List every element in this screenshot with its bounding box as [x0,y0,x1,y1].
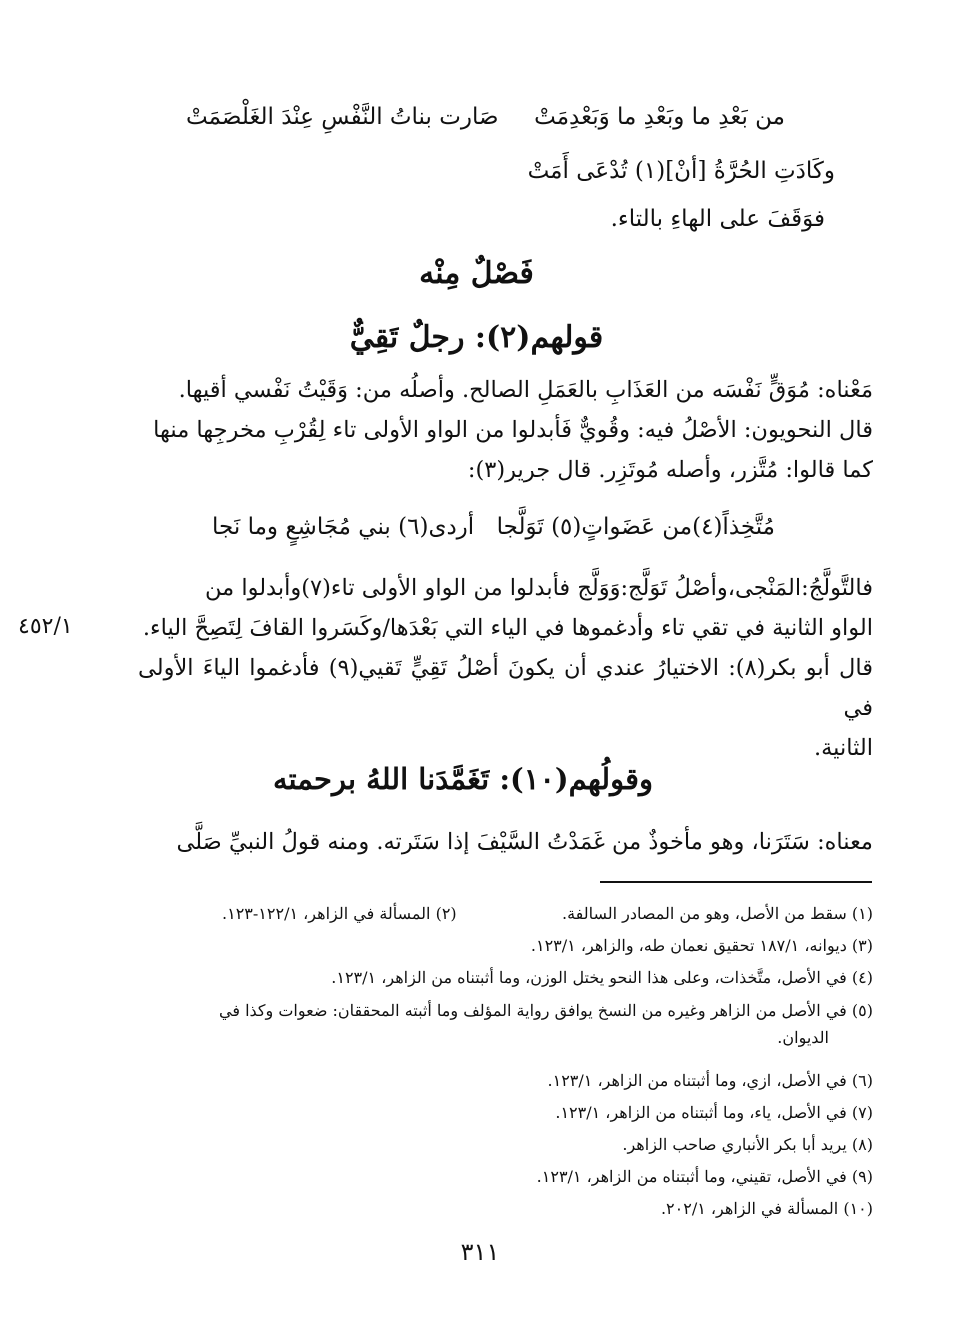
paragraph-2-line-3: قال أبو بكر(٨): الاختيارُ عندي أن يكونَ أصْلُ تَقِيٍّ تَقيي(٩) فأدغموا الياءَ الأولى في [138,655,874,721]
poem-verse-left: أردى(٦) بني مُجَاشِعٍ وما نَجا [212,514,475,540]
paragraph-3-line-1: معناه: سَتَرَنا، وهو مأخوذٌ من غَمَدْتُ السَّيْفَ إذا سَتَرته. ومنه قولُ النبيِّ صَلَّى [176,829,873,855]
footnote-4: (٤) في الأصل، متَّخذات، وعلى هذا النحو يختل الوزن، وما أثبتناه من الزاهر، ١٢٣/١. [331,968,873,987]
footnote-5 [138,997,873,1051]
paragraph-1-line-3: كما قالوا: مُتَّزر، وأصله مُوتَزِر. قال جرير(٣): [467,457,873,483]
poem-verse-right: مُتَّخِذاً(٤)من عَضَواتٍ(٥) تَوَلَّجا [496,514,775,540]
page-number: ٣١١ [460,1238,500,1266]
paragraph-2-line-1: فالتَّولَّجُ:المَنْجى،وأصْلُ تَوَلَّج:وَوَلَّج فأبدلوا من الواو الأولى تاء(٧)وأبدلوا من [204,575,873,601]
verse-line-2: وكَادَتِ الحُرَّةُ [أنْ](١) تُدْعَى أَمَتْ [527,158,835,184]
footnote-separator [600,881,872,883]
heading-rajul-taqi: قولهم(٢): رجلٌ تَقِيٌّ [349,320,604,355]
paragraph-1-line-1: مَعْناه: مُوَقٍّ نَفْسَه من العَذَابِ بالعَمَلِ الصالح. وأصلُه من: وَقَيْتُ نَفْسي أقيها. [178,377,873,403]
paragraph-2-line-4: الثانية. [813,735,873,761]
footnote-6: (٦) في الأصل، ازي، وما أثبتناه من الزاهر، ١٢٣/١. [547,1071,873,1090]
heading-taghammadana: وقولُهم(١٠): تَغَمَّدَنا اللهُ برحمته [272,762,653,796]
footnote-2: (٢) المسألة في الزاهر، ١٢٢/١-١٢٣. [222,904,457,923]
verse-line-3: فوَقَفَ على الهاءِ بالتاء. [610,206,825,232]
section-title: فَصْلٌ مِنْه [419,256,534,291]
footnote-3: (٣) ديوانه، ١٨٧/١ تحقيق نعمان طه، والزاهر، ١٢٣/١. [530,936,873,955]
paragraph-1 [138,370,873,490]
footnote-5-line-2: الديوان. [777,1028,829,1047]
footnote-9: (٩) في الأصل، تقيني، وما أثبتناه من الزاهر، ١٢٣/١. [536,1167,873,1186]
footnote-7: (٧) في الأصل، ياء، وما أثبتناه من الزاهر، ١٢٣/١. [555,1103,873,1122]
footnote-10: (١٠) المسألة في الزاهر، ٢٠٢/١. [660,1199,873,1218]
paragraph-2 [138,568,873,768]
verse-line-1-left: صَارت بناتُ النَّفْسِ عِنْدَ الغَلْصَمَتْ [186,104,499,130]
paragraph-2-line-2: الواو الثانية في تقي تاء وأدغموها في الياء التي بَعْدَها/وكَسَروا القافَ لِتَصِحَّ الياء. [142,615,873,641]
verse-line-1-right: من بَعْدِ ما وبَعْدِ ما وَبَعْدِمَتْ [534,104,785,130]
paragraph-1-line-2: قال النحويون: الأصْلُ فيه: وقُويٌّ فَأبدلوا من الواو الأولى تاء لِقُرْبِ مخرجِها منها [153,417,873,443]
paragraph-3 [138,822,873,862]
footnote-8: (٨) يريد أبا بكر الأنباري صاحب الزاهر. [622,1135,873,1154]
footnote-1: (١) سقط من الأصل، وهو من المصادر السالفة. [561,904,873,923]
margin-page-reference: ٤٥٢/١ [18,614,73,639]
footnote-5-line-1: (٥) في الأصل من الزاهر وغيره من النسخ يوافق رواية المؤلف وما أثبته المحققان: ضعوات وكذا في [219,1001,873,1020]
